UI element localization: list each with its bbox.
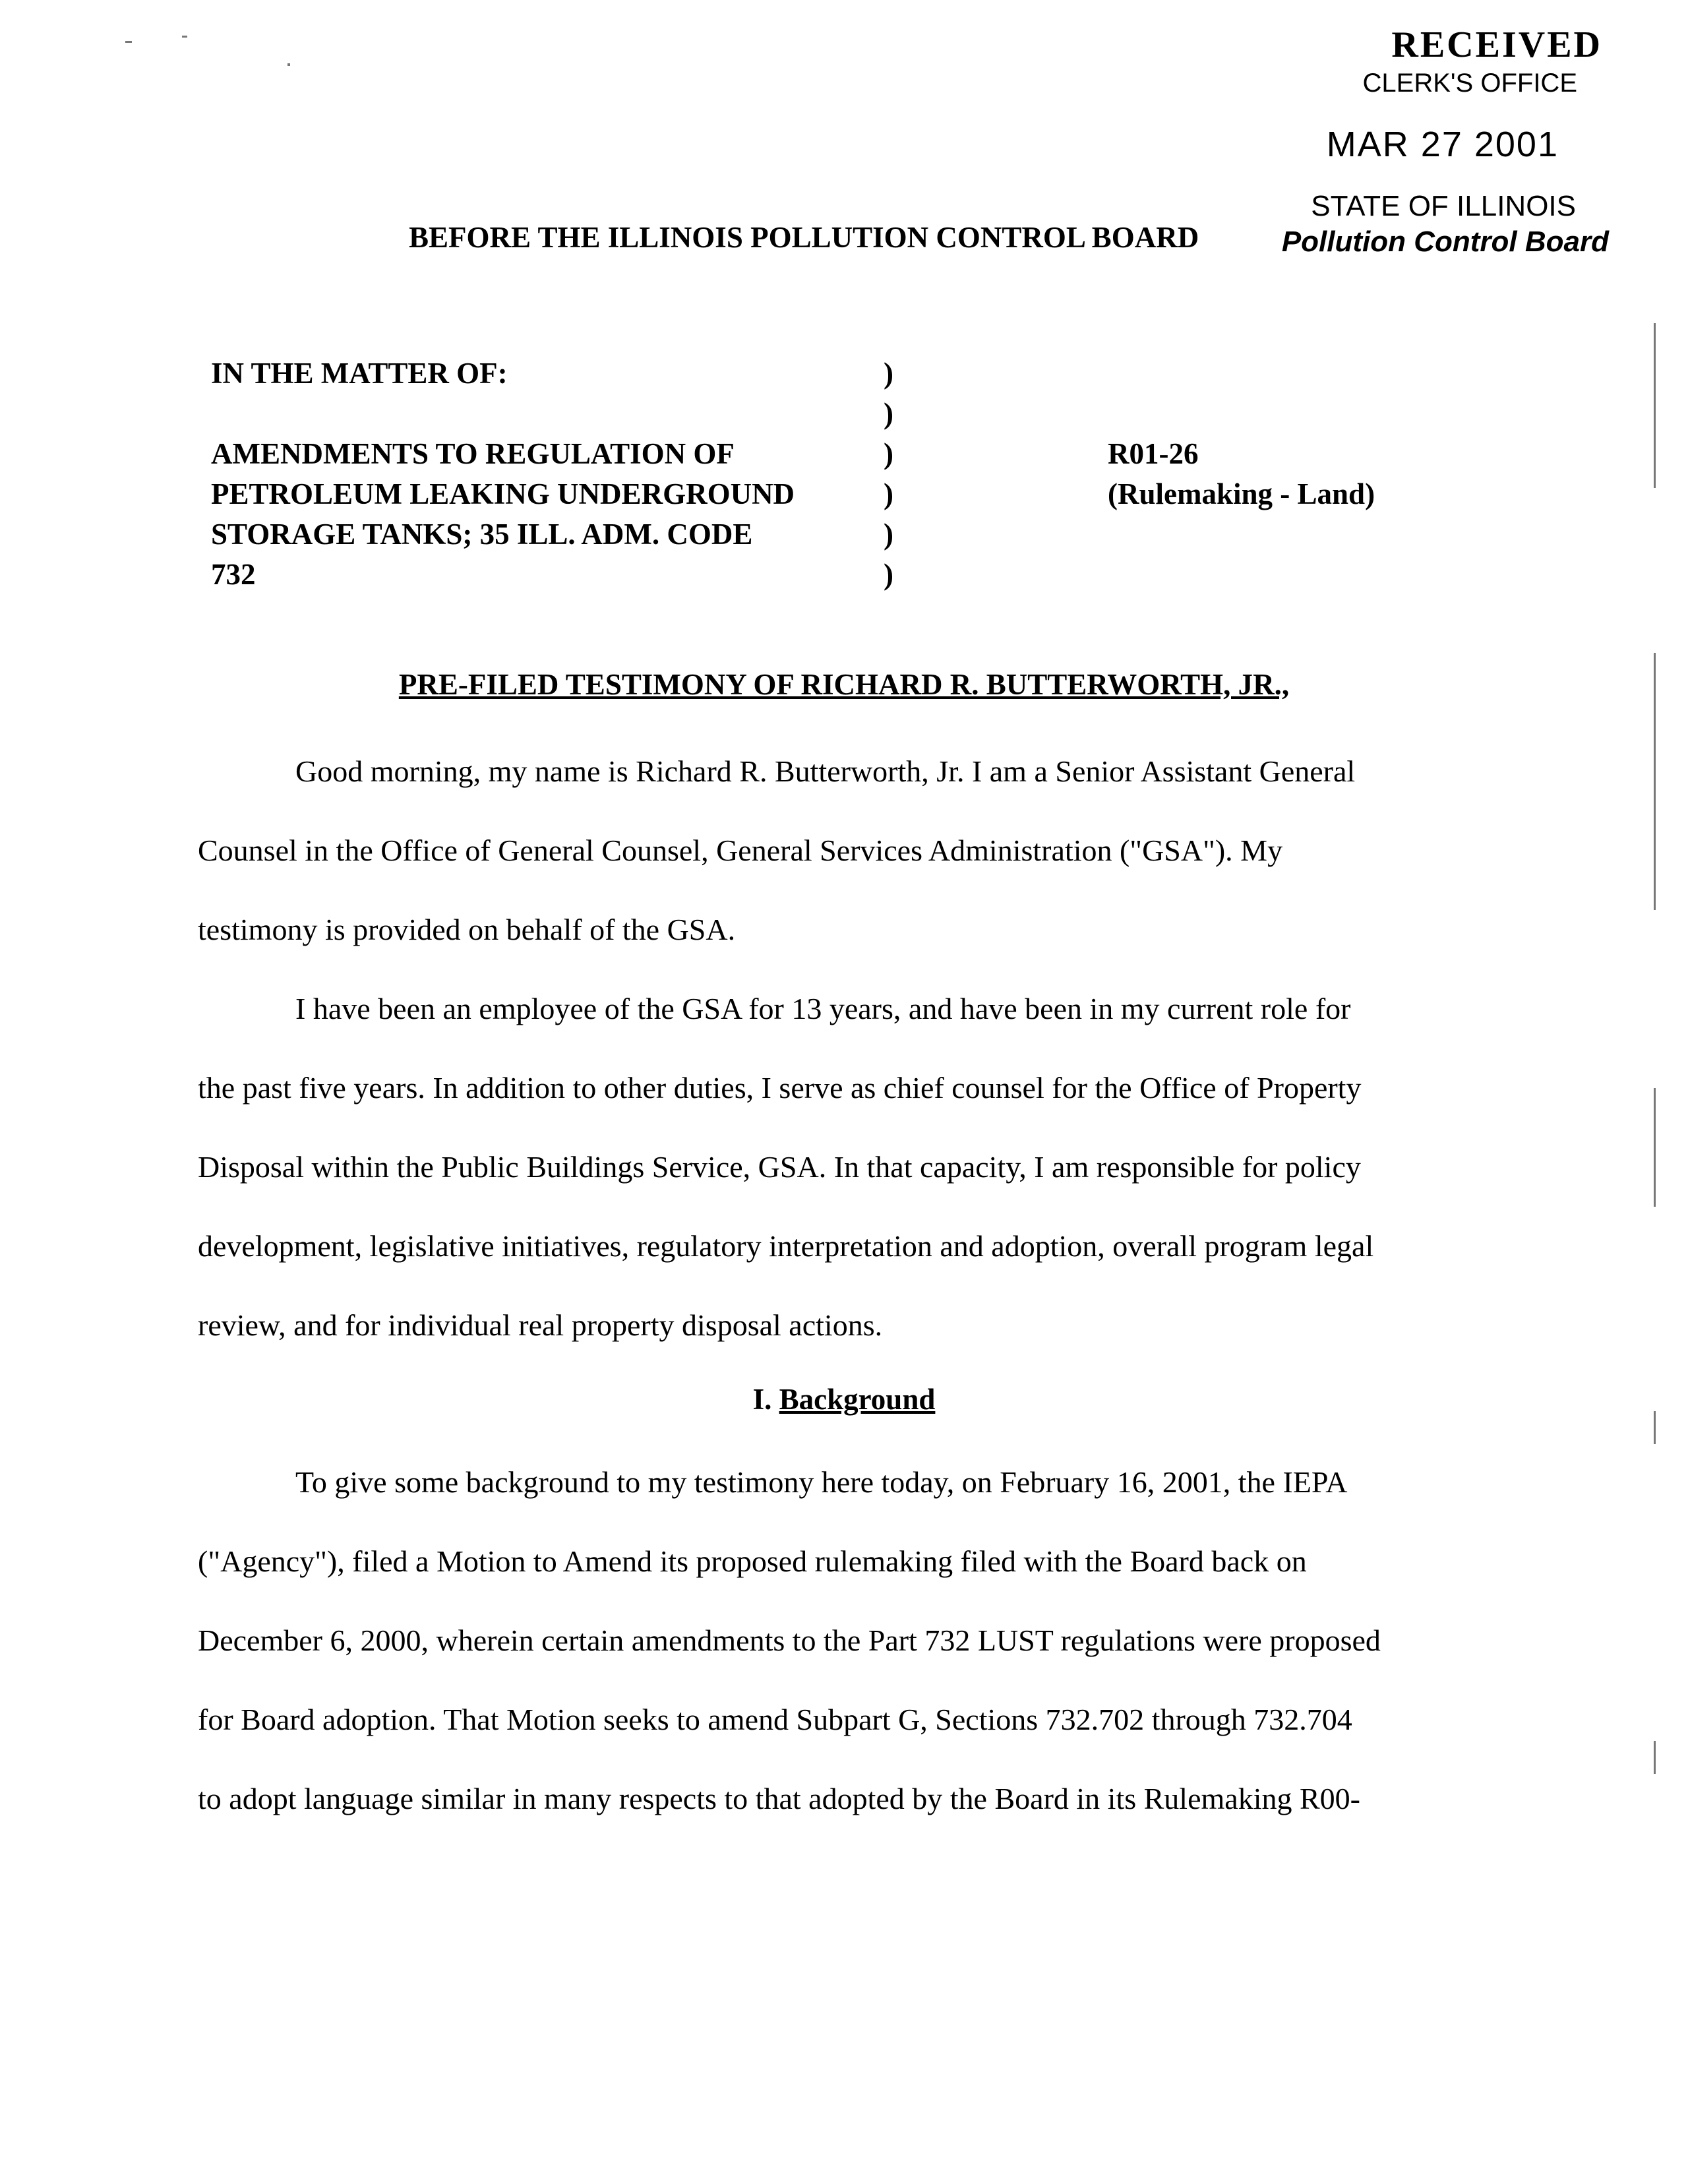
scan-artifact: [1654, 323, 1656, 488]
scan-artifact: [1654, 653, 1656, 910]
caption-paren: ): [884, 437, 893, 470]
caption-line: STORAGE TANKS; 35 ILL. ADM. CODE: [211, 518, 753, 551]
board-heading: BEFORE THE ILLINOIS POLLUTION CONTROL BOARD: [409, 221, 1199, 254]
section-heading: [0, 1382, 1688, 1416]
text-line: Counsel in the Office of General Counsel, General Services Administration ("GSA"). My: [198, 834, 1283, 867]
scan-artifact: [287, 63, 290, 66]
caption-paren: ): [884, 518, 893, 551]
text-line: Disposal within the Public Buildings Service, GSA. In that capacity, I am responsible for policy: [198, 1150, 1361, 1184]
caption-paren: ): [884, 397, 893, 430]
text-line: the past five years. In addition to other duties, I serve as chief counsel for the Office of Property: [198, 1071, 1362, 1105]
text-line: ("Agency"), filed a Motion to Amend its proposed rulemaking filed with the Board back on: [198, 1544, 1307, 1578]
text-line: testimony is provided on behalf of the GSA.: [198, 913, 736, 946]
stamp-office: CLERK'S OFFICE: [1362, 69, 1577, 98]
paragraph-employment: [198, 969, 1490, 1365]
caption-line: 732: [211, 558, 256, 591]
section-number: I.: [752, 1383, 772, 1416]
text-line: development, legislative initiatives, regulatory interpretation and adoption, overall program legal: [198, 1229, 1374, 1263]
scan-artifact: [125, 41, 132, 43]
scan-artifact: [182, 36, 187, 38]
stamp-board: Pollution Control Board: [1281, 226, 1609, 258]
caption-parentheses: [884, 353, 903, 595]
caption-line: AMENDMENTS TO REGULATION OF: [211, 437, 735, 470]
caption-spacer: [211, 394, 870, 434]
scan-artifact: [1654, 1088, 1656, 1207]
text-line: December 6, 2000, wherein certain amendments to the Part 732 LUST regulations were proposed: [198, 1623, 1381, 1657]
caption-paren: ): [884, 558, 893, 591]
scan-artifact: [1654, 1741, 1656, 1774]
text-line: I have been an employee of the GSA for 13 years, and have been in my current role for: [295, 992, 1351, 1025]
section-title: Background: [779, 1383, 936, 1416]
caption-matter-label: IN THE MATTER OF:: [211, 357, 508, 390]
paragraph-introduction: [198, 732, 1490, 969]
paragraph-background: [198, 1443, 1490, 1838]
caption-paren: ): [884, 357, 893, 390]
text-line: To give some background to my testimony here today, on February 16, 2001, the IEPA: [295, 1465, 1348, 1499]
docket-number: R01-26: [1108, 437, 1199, 470]
testimony-title: PRE-FILED TESTIMONY OF RICHARD R. BUTTERWORTH, JR.,: [398, 668, 1290, 701]
text-line: for Board adoption. That Motion seeks to amend Subpart G, Sections 732.702 through 732.704: [198, 1703, 1352, 1736]
caption-matter: [211, 353, 870, 595]
text-line: Good morning, my name is Richard R. Butterworth, Jr. I am a Senior Assistant General: [295, 754, 1356, 788]
caption-docket: [1108, 434, 1375, 514]
scan-artifact: [1654, 1411, 1656, 1444]
stamp-received: RECEIVED: [1391, 24, 1602, 65]
stamp-state: STATE OF ILLINOIS: [1311, 190, 1576, 222]
text-line: review, and for individual real property disposal actions.: [198, 1308, 883, 1342]
caption-paren: ): [884, 477, 893, 510]
text-line: to adopt language similar in many respects to that adopted by the Board in its Rulemaking R00-: [198, 1782, 1360, 1815]
caption-line: PETROLEUM LEAKING UNDERGROUND: [211, 477, 795, 510]
docket-type: (Rulemaking - Land): [1108, 477, 1375, 510]
stamp-date: MAR 27 2001: [1326, 125, 1559, 164]
